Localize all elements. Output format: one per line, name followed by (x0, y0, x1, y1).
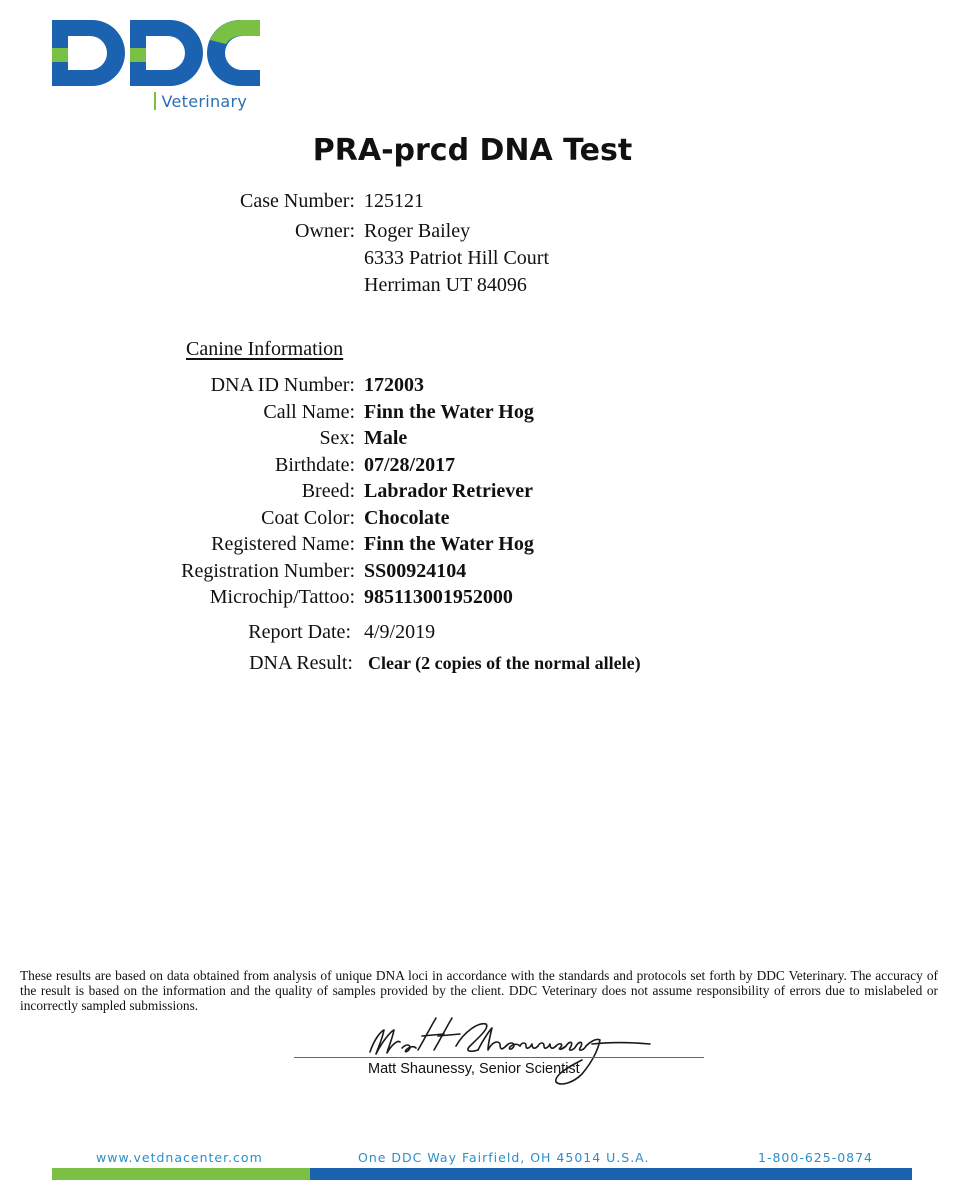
field-label: DNA ID Number: (210, 374, 355, 396)
field-label: Microchip/Tattoo: (209, 586, 355, 608)
field-value-sex: Male (364, 427, 408, 449)
ddc-logo (52, 18, 264, 118)
owner-label: Owner: (295, 220, 355, 242)
field-label: Coat Color: (261, 507, 355, 529)
disclaimer: These results are based on data obtained from analysis of unique DNA loci in accordance with the standards and protocols set forth by DDC Veterinary. The accuracy of the result is based on the information and the quality of samples provided by the client. DDC Veterinary does not assume responsibility of errors due to mislabeled or incorrectly sampled submissions. (20, 968, 938, 1013)
field-value-call-name: Finn the Water Hog (364, 401, 534, 423)
field-label: Sex: (319, 427, 355, 449)
field-value-dna-id: 172003 (364, 374, 424, 396)
footer-website: www.vetdnacenter.com (96, 1150, 263, 1165)
dna-result-label: DNA Result: (249, 652, 353, 674)
signatory-name-title: Matt Shaunessy, Senior Scientist (368, 1061, 580, 1077)
field-value-registration-number: SS00924104 (364, 560, 467, 582)
footer-bar-blue (310, 1168, 912, 1180)
field-value-breed: Labrador Retriever (364, 480, 534, 502)
field-value-coat-color: Chocolate (364, 507, 450, 529)
field-label: Call Name: (263, 401, 355, 423)
field-label: Breed: (301, 480, 355, 502)
field-label: Birthdate: (275, 454, 355, 476)
field-label: Registration Number: (181, 560, 355, 582)
owner-name: Roger Bailey (364, 220, 471, 242)
case-number-label: Case Number: (240, 190, 355, 212)
logo-divider (154, 92, 156, 110)
logo-subtitle-text: Veterinary (161, 92, 248, 111)
report-date-label: Report Date: (248, 621, 351, 643)
footer-phone: 1-800-625-0874 (758, 1150, 874, 1165)
field-value-registered-name: Finn the Water Hog (364, 533, 534, 555)
case-number-value: 125121 (364, 190, 424, 212)
signature-image (360, 1010, 670, 1090)
page-title: PRA-prcd DNA Test (312, 133, 633, 168)
field-label: Registered Name: (211, 533, 355, 555)
dna-result-value: Clear (2 copies of the normal allele) (368, 653, 641, 673)
owner-address-line-1: 6333 Patriot Hill Court (364, 247, 549, 269)
canine-section-title: Canine Information (186, 338, 344, 360)
field-value-microchip: 985113001952000 (364, 586, 513, 608)
owner-address-line-2: Herriman UT 84096 (364, 274, 527, 296)
footer-bar-green (52, 1168, 310, 1180)
footer-address: One DDC Way Fairfield, OH 45014 U.S.A. (358, 1150, 650, 1165)
field-value-birthdate: 07/28/2017 (364, 454, 456, 476)
signature-line (294, 1057, 704, 1058)
report-date-value: 4/9/2019 (364, 621, 436, 643)
logo-subtitle (154, 92, 247, 111)
